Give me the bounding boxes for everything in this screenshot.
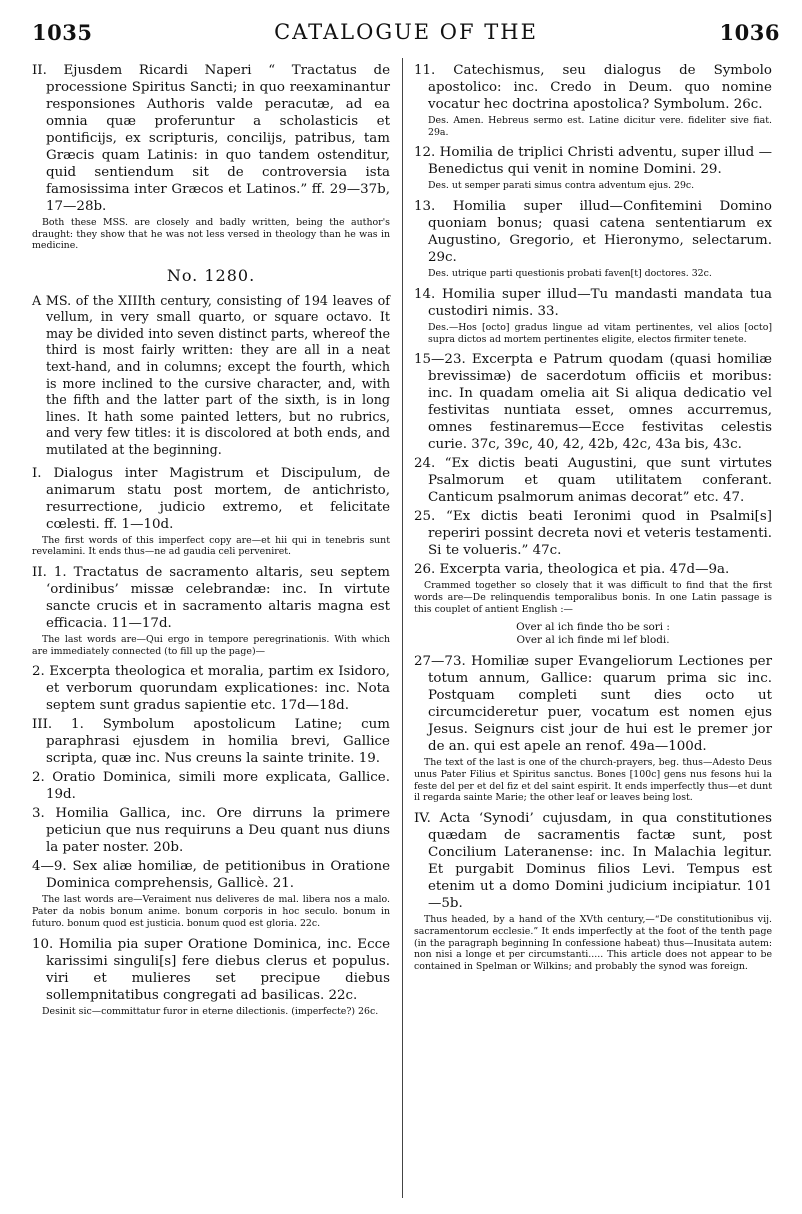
page-number-right: 1036 — [719, 20, 780, 45]
entry-27-73: 27—73. Homiliæ super Evangeliorum Lectiones per totum annum, Gallice: quarum prima sic inc. Postquam completi sunt dies octo ut circumcideretur puer, vocatum est nomen ejus Jesus. Seignurs cist jour de hui est le premer jor de an. qui est apele an renof. 49a—100d. — [414, 654, 772, 755]
note-11: Des. Amen. Hebreus sermo est. Latine dicitur vere. fideliter sive fiat. 29a. — [428, 115, 772, 138]
entry-26: 26. Excerpta varia, theologica et pia. 47d—9a. — [414, 562, 730, 578]
entry-11: 11. Catechismus, seu dialogus de Symbolo apostolico: inc. Credo in Deum. quo nomine vocatur hec doctrina apostolica? Symbolum. 26c. — [414, 63, 772, 112]
entry-i-dialogus: I. Dialogus inter Magistrum et Discipulum, de animarum statu post mortem, de antichristo, resurrectione, judicio extremo, et felicitate cœlesti. ff. 1—10d. — [32, 465, 390, 532]
entry-12: 12. Homilia de triplici Christi adventu, super illud —Benedictus qui venit in nomine Domini. 29. — [414, 145, 772, 178]
note-13: Des. utrique parti questionis probati faven[t] doctores. 32c. — [428, 268, 712, 280]
note-ii-1: The last words are—Qui ergo in tempore peregrinationis. With which are immediately connected (to fill up the page)— — [32, 634, 390, 657]
entry-ii-naperi: II. Ejusdem Ricardi Naperi “ Tractatus de processione Spiritus Sancti; in quo reexaminantur responsiones Authoris valde peracutæ, ad ea omnia quæ proferuntur a scholasticis et pontificijs, ex scripturis, concilijs, patribus, tam Græcis quam Latinis: in quo tandem ostenditur, quid sentiendum sit de controversia ista famosissima inter Græcos et Latinos.” ff. 29—37b, 17—28b. — [32, 63, 390, 214]
note-naperi: Both these MSS. are closely and badly written, being the author's draught: they show that he was not less versed in theology than he was in medicine. — [32, 217, 390, 252]
entry-15-23: 15—23. Excerpta e Patrum quodam (quasi homiliæ brevissimæ) de sacerdotum officiis et moribus: inc. In quadam omelia ait Si aliqua dedicatio vel festivitas nuntiata esset, omnes accurremus, omnes festinaremus—Ecce festivitas celestis curie. 37c, 39c, 40, 42, 42b, 42c, 43a bis, 43c. — [414, 352, 772, 453]
note-i: The first words of this imperfect copy are—et hii qui in tenebris sunt revelamini. It ends thus—ne ad gaudia celi perveniret. — [32, 534, 390, 558]
running-header — [32, 20, 780, 50]
entry-24: 24. “Ex dictis beati Augustini, que sunt virtutes Psalmorum et quam utilitatem conferant. Canticum psalmorum animas decorat” etc. 47. — [414, 456, 772, 506]
entry-ii-1: II. 1. Tractatus de sacramento altaris, seu septem ‘ordinibus’ missæ celebrandæ: inc. In virtute sancte crucis et in sacramento altaris magna est efficacia. 11—17d. — [32, 565, 390, 632]
running-title: CATALOGUE OF THE — [274, 20, 538, 44]
note-iii-4-9: The last words are—Veraiment nus deliveres de mal. libera nos a malo. Pater da nobis bonum anime. bonum corporis in hoc seculo. bonum in futuro. bonum quod est justicia. bonum quod est gloria. 22c. — [32, 894, 390, 929]
manuscript-description: A MS. of the XIIIth century, consisting of 194 leaves of vellum, in very small quarto, or square octavo. It may be divided into seven distinct parts, whereof the third is most fairly written: they are all in a neat text-hand, and in columns; except the fourth, which is more inclined to the cursive character, and, with the fifth and the latter part of the sixth, is in long lines. It hath some painted letters, but no rubrics, and very few titles: it is discolored at both ends, and mutilated at the beginning. — [32, 292, 390, 458]
left-column — [32, 62, 390, 1023]
note-26: Crammed together so closely that it was difficult to find that the first words are—De relinquendis temporalibus bonis. In one Latin passage is this couplet of antient English :— — [414, 580, 772, 615]
section-heading: No. 1280. — [166, 266, 256, 286]
page-number-left: 1035 — [32, 20, 93, 45]
note-27-73: The text of the last is one of the church-prayers, beg. thus—Adesto Deus unus Pater Filius et Spiritus sanctus. Bones [100c] gens nus fesons hui la feste del per et del fiz et del saint espirit. It ends imperfectly thus—et dunt il regarda sainte Marie; the other leaf or leaves being lost. — [414, 757, 772, 804]
note-iv: Thus headed, by a hand of the XVth century,—“De constitutionibus vij. sacramentorum ecclesie.” It ends imperfectly at the foot of the tenth page (in the paragraph beginning In confessione habeat) thus—Inusitata autem: non nisi a longe et per circumstanti..... This article does not appear to be contained in Spelman or Wilkins; and probably the synod was foreign. — [414, 914, 772, 972]
entry-iii-10: 10. Homilia pia super Oratione Dominica, inc. Ecce karissimi singuli[s] fere diebus clerus et populus. viri et mulieres set precipue diebus sollempnitatibus congregati ad basilicas. 22c. — [32, 936, 390, 1003]
verse-line-1: Over al ich finde tho be sori : — [516, 621, 670, 634]
entry-14: 14. Homilia super illud—Tu mandasti mandata tua custodiri nimis. 33. — [414, 286, 772, 319]
column-divider — [402, 58, 403, 1198]
entry-13: 13. Homilia super illud—Confitemini Domino quoniam bonus; quasi catena sententiarum ex Augustino, Gregorio, et Hieronymo, selectarum. 29c. — [414, 199, 772, 266]
entry-25: 25. “Ex dictis beati Ieronimi quod in Psalmi[s] reperiri possint decreta novi et veteris testamenti. Si te volueris.” 47c. — [414, 509, 772, 559]
note-12: Des. ut semper parati simus contra adventum ejus. 29c. — [428, 180, 695, 192]
entry-iv-synod: IV. Acta ‘Synodi’ cujusdam, in qua constitutiones quædam de sacramentis factæ sunt, post Concilium Lateranense: inc. In Malachia legitur. Et purgabit Dominus filios Levi. Tempus est etenim ut a domo Domini judicium incipiatur. 101—5b. — [414, 811, 772, 912]
entry-iii-2: 2. Oratio Dominica, simili more explicata, Gallice. 19d. — [32, 770, 390, 803]
note-iii-10: Desinit sic—committatur furor in eterne dilectionis. (imperfecte?) 26c. — [42, 1005, 379, 1017]
verse-line-2: Over al ich finde mi lef blodi. — [516, 634, 670, 647]
note-14: Des.—Hos [octo] gradus lingue ad vitam pertinentes, vel alios [octo] supra dictos ad mortem pertinentes eligite, electos firmiter tenete. — [428, 321, 772, 345]
entry-iii-4-9: 4—9. Sex aliæ homiliæ, de petitionibus in Oratione Dominica comprehensis, Gallicè. 21. — [32, 859, 390, 892]
entry-ii-2: 2. Excerpta theologica et moralia, partim ex Isidoro, et verborum quorundam explicationes: inc. Nota septem sunt gradus sapientie etc. 17d—18d. — [32, 664, 390, 714]
entry-iii-3: 3. Homilia Gallica, inc. Ore dirruns la primere peticiun que nus requiruns a Deu quant nus diuns la pater noster. 20b. — [32, 806, 390, 856]
right-column — [414, 62, 772, 979]
entry-iii-1: III. 1. Symbolum apostolicum Latine; cum paraphrasi ejusdem in homilia brevi, Gallice scripta, quæ inc. Nus creuns la sainte trinite. 19. — [32, 717, 390, 767]
